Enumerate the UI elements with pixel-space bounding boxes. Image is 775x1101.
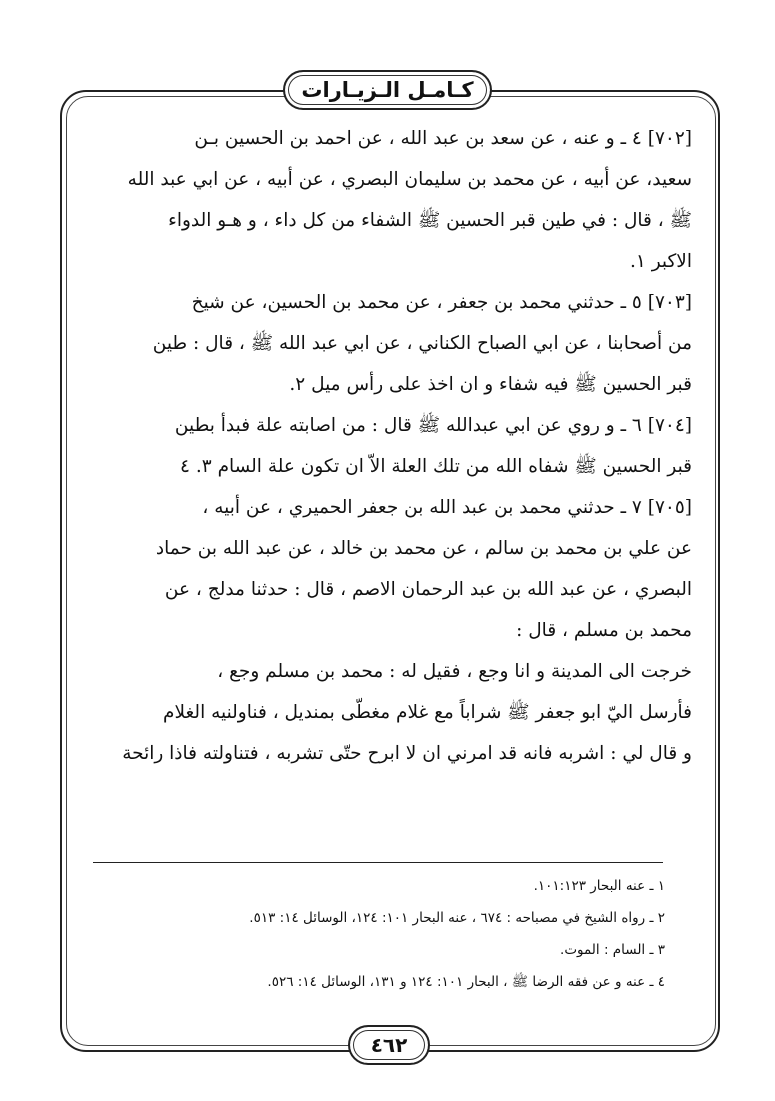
body-text xyxy=(92,118,692,774)
hadith-705 xyxy=(92,487,692,651)
footnote-divider xyxy=(93,862,663,863)
hadith-704 xyxy=(92,405,692,487)
footnote-1: ١ ـ عنه البحار ١٠١:١٢٣. xyxy=(533,878,665,894)
text-line: [٧٠٥] ٧ ـ حدثني محمد بن عبد الله بن جعفر الحميري ، عن أبيه ، xyxy=(202,497,692,518)
text-line: و قال لي : اشربه فانه قد امرني ان لا ابرح حتّى تشربه ، فتناولته فاذا رائحة xyxy=(122,743,692,764)
text-line: [٧٠٢] ٤ ـ و عنه ، عن سعد بن عبد الله ، عن احمد بن الحسين بـن xyxy=(194,128,692,149)
footnote-4: ٤ ـ عنه و عن فقه الرضا ﷺ ، البحار ١٠١: ١٢٤ و ١٣١، الوسائل ١٤: ٥٢٦. xyxy=(267,974,665,990)
footnote-2: ٢ ـ رواه الشيخ في مصباحه : ٦٧٤ ، عنه البحار ١٠١: ١٢٤، الوسائل ١٤: ٥١٣. xyxy=(249,910,665,926)
running-header xyxy=(283,70,492,110)
text-line: عن علي بن محمد بن سالم ، عن محمد بن خالد ، عن عبد الله بن حماد xyxy=(155,538,692,559)
text-line: [٧٠٤] ٦ ـ و روي عن ابي عبدالله ﷺ قال : من اصابته علة فبدأ بطين xyxy=(174,415,692,436)
text-line: قبر الحسين ﷺ شفاه الله من تلك العلة الاّ ان تكون علة السام ٣. ٤ xyxy=(180,456,692,477)
text-line: فأرسل اليّ ابو جعفر ﷺ شراباً مع غلام مغطّى بمنديل ، فناولنيه الغلام xyxy=(163,702,692,723)
text-line: من أصحابنا ، عن ابي الصباح الكناني ، عن ابي عبد الله ﷺ ، قال : طين xyxy=(152,333,692,354)
page-number-badge xyxy=(348,1025,430,1065)
page-number: ٤٦٢ xyxy=(370,1033,408,1057)
text-line: سعيد، عن أبيه ، عن محمد بن سليمان البصري ، عن أبيه ، عن ابي عبد الله xyxy=(127,169,692,190)
text-line: محمد بن مسلم ، قال : xyxy=(516,620,692,641)
hadith-702 xyxy=(92,118,692,282)
text-line: خرجت الى المدينة و انا وجع ، فقيل له : محمد بن مسلم وجع ، xyxy=(217,661,692,682)
hadith-703 xyxy=(92,282,692,405)
text-line: الاكبر ١. xyxy=(630,251,692,272)
narration-continued xyxy=(92,651,692,774)
text-line: البصري ، عن عبد الله بن عبد الرحمان الاصم ، قال : حدثنا مدلج ، عن xyxy=(164,579,692,600)
footnote-3: ٣ ـ السام : الموت. xyxy=(560,942,665,958)
text-line: [٧٠٣] ٥ ـ حدثني محمد بن جعفر ، عن محمد بن الحسين، عن شيخ xyxy=(191,292,692,313)
book-title: كـامـل الـزيـارات xyxy=(301,78,474,102)
text-line: قبر الحسين ﷺ فيه شفاء و ان اخذ على رأس ميل ٢. xyxy=(289,374,692,395)
footnotes xyxy=(120,870,665,998)
text-line: ﷺ ، قال : في طين قبر الحسين ﷺ الشفاء من كل داء ، و هـو الدواء xyxy=(168,210,692,231)
